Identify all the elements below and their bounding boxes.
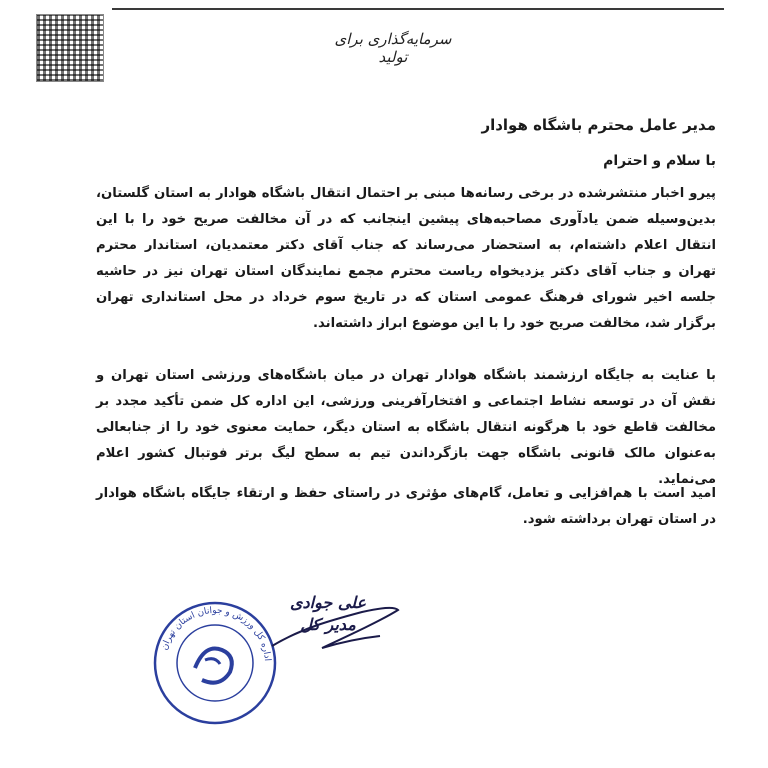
recipient-line: مدیر عامل محترم باشگاه هوادار xyxy=(481,116,716,134)
stamp-text: اداره کل ورزش و جوانان استان تهران xyxy=(159,605,272,662)
header-rule xyxy=(112,8,724,10)
salutation-line: با سلام و احترام xyxy=(603,153,716,169)
body-paragraph-3: امید است با هم‌افزایی و تعامل، گام‌های مؤثری در راستای حفظ و ارتقاء جایگاه باشگاه هوادار در استان تهران برداشته شود. xyxy=(96,486,716,527)
signer-block xyxy=(268,592,388,636)
signer-title: مدیر کل xyxy=(300,615,356,634)
body-paragraph-1: پیرو اخبار منتشرشده در برخی رسانه‌ها مبنی بر احتمال انتقال باشگاه هوادار به استان گلستان، بدین‌وسیله ضمن یادآوری مصاحبه‌های پیشین اینجانب که در آن مخالفت صریح خود را با این انتقال اعلام داشته‌ام، به استحضار می‌رساند که جناب آقای دکتر معتمدیان، استاندار محترم تهران و جناب آقای دکتر یزدیخواه ریاست محترم مجمع نمایندگان استان تهران نیز در حاشیه جلسه اخیر شورای فرهنگ عمومی استان که در تاریخ سوم خرداد در محل استانداری تهران برگزار شد، مخالفت صریح خود را با این موضوع ابراز داشته‌اند. xyxy=(96,186,716,331)
qr-code-icon xyxy=(36,14,104,82)
official-stamp-icon xyxy=(150,598,280,728)
header-motto: سرمایه‌گذاری برای تولید xyxy=(334,30,452,66)
body-paragraph-2: با عنایت به جایگاه ارزشمند باشگاه هوادار تهران در میان باشگاه‌های ورزشی استان تهران و نقش آن در توسعه نشاط اجتماعی و افتخارآفرینی ورزشی، این اداره کل ضمن تأکید مجدد بر مخالفت قاطع خود با هرگونه انتقال باشگاه به استان دیگر، حمایت معنوی خود را از جنابعالی به‌عنوان مالک قانونی باشگاه جهت بازگرداندن تیم به سطح لیگ برتر فوتبال کشور اعلام می‌نماید. xyxy=(96,368,716,487)
signer-name: علی جوادی xyxy=(290,593,366,612)
